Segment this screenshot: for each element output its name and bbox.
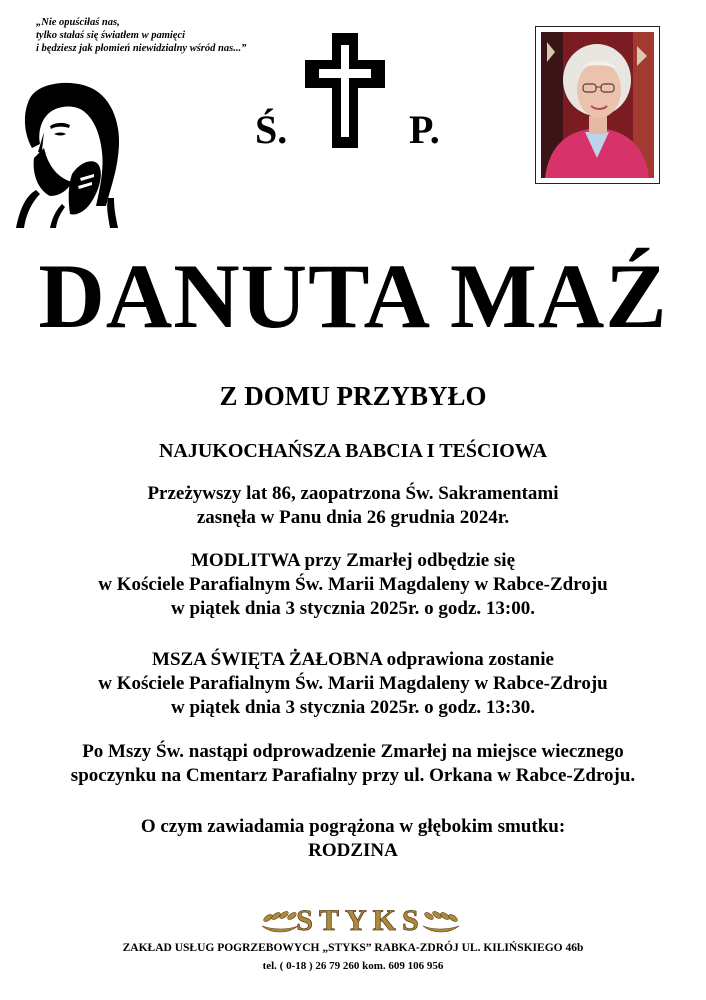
text-line: MODLITWA przy Zmarłej odbędzie się — [190, 550, 516, 571]
text-line: O czym zawiadamia pogrążona w głębokim smutku: — [140, 816, 566, 837]
text-line: w Kościele Parafialnym Św. Marii Magdaleny w Rabce-Zdroju — [98, 574, 608, 595]
text-line: w piątek dnia 3 stycznia 2025r. o godz. 13:00. — [170, 598, 535, 619]
cross-icon — [305, 33, 385, 148]
logo-text: STYKS — [296, 904, 425, 937]
header-letter-left: Ś. — [255, 107, 288, 152]
portrait-photo — [541, 32, 654, 178]
mass-info — [0, 648, 706, 720]
portrait-frame — [535, 26, 660, 184]
text-line: zasnęła w Panu dnia 26 grudnia 2024r. — [196, 507, 510, 528]
laurel-icon — [423, 910, 459, 932]
text-line: spoczynku na Cmentarz Parafialny przy ul. Orkana w Rabce-Zdroju. — [70, 765, 636, 786]
relation-line: NAJUKOCHAŃSZA BABCIA I TEŚCIOWA — [158, 440, 548, 462]
prayer-info — [0, 549, 706, 621]
text-line: Po Mszy Św. nastąpi odprowadzenie Zmarłej na miejsce wiecznego — [82, 741, 624, 762]
phone-line: tel. ( 0-18 ) 26 79 260 kom. 609 106 956 — [262, 960, 444, 972]
quote-line: „Nie opuściłaś nas, — [36, 17, 120, 28]
text-line: Przeżywszy lat 86, zaopatrzona Św. Sakramentami — [147, 483, 559, 504]
death-info — [0, 482, 706, 530]
deceased-name: DANUTA MAŹ — [38, 245, 668, 347]
memorial-quote — [36, 16, 296, 55]
closing-info — [0, 815, 706, 863]
family-signature: RODZINA — [308, 840, 398, 861]
maiden-name-line: Z DOMU PRZYBYŁO — [219, 381, 487, 411]
text-line: w piątek dnia 3 stycznia 2025r. o godz. 13:30. — [170, 697, 535, 718]
text-line: w Kościele Parafialnym Św. Marii Magdaleny w Rabce-Zdroju — [98, 673, 608, 694]
text-line: MSZA ŚWIĘTA ŻAŁOBNA odprawiona zostanie — [152, 649, 554, 670]
quote-line: i będziesz jak płomień niewidzialny wśród nas...” — [36, 43, 247, 54]
burial-info — [0, 740, 706, 788]
praying-jesus-icon — [10, 78, 128, 228]
quote-line: tylko stałaś się światłem w pamięci — [36, 30, 186, 41]
header-letter-right: P. — [409, 107, 440, 152]
laurel-icon — [262, 910, 298, 932]
styks-logo — [258, 896, 463, 941]
company-line: ZAKŁAD USŁUG POGRZEBOWYCH „STYKS” RABKA-ZDRÓJ UL. KILIŃSKIEGO 46b — [122, 942, 584, 954]
